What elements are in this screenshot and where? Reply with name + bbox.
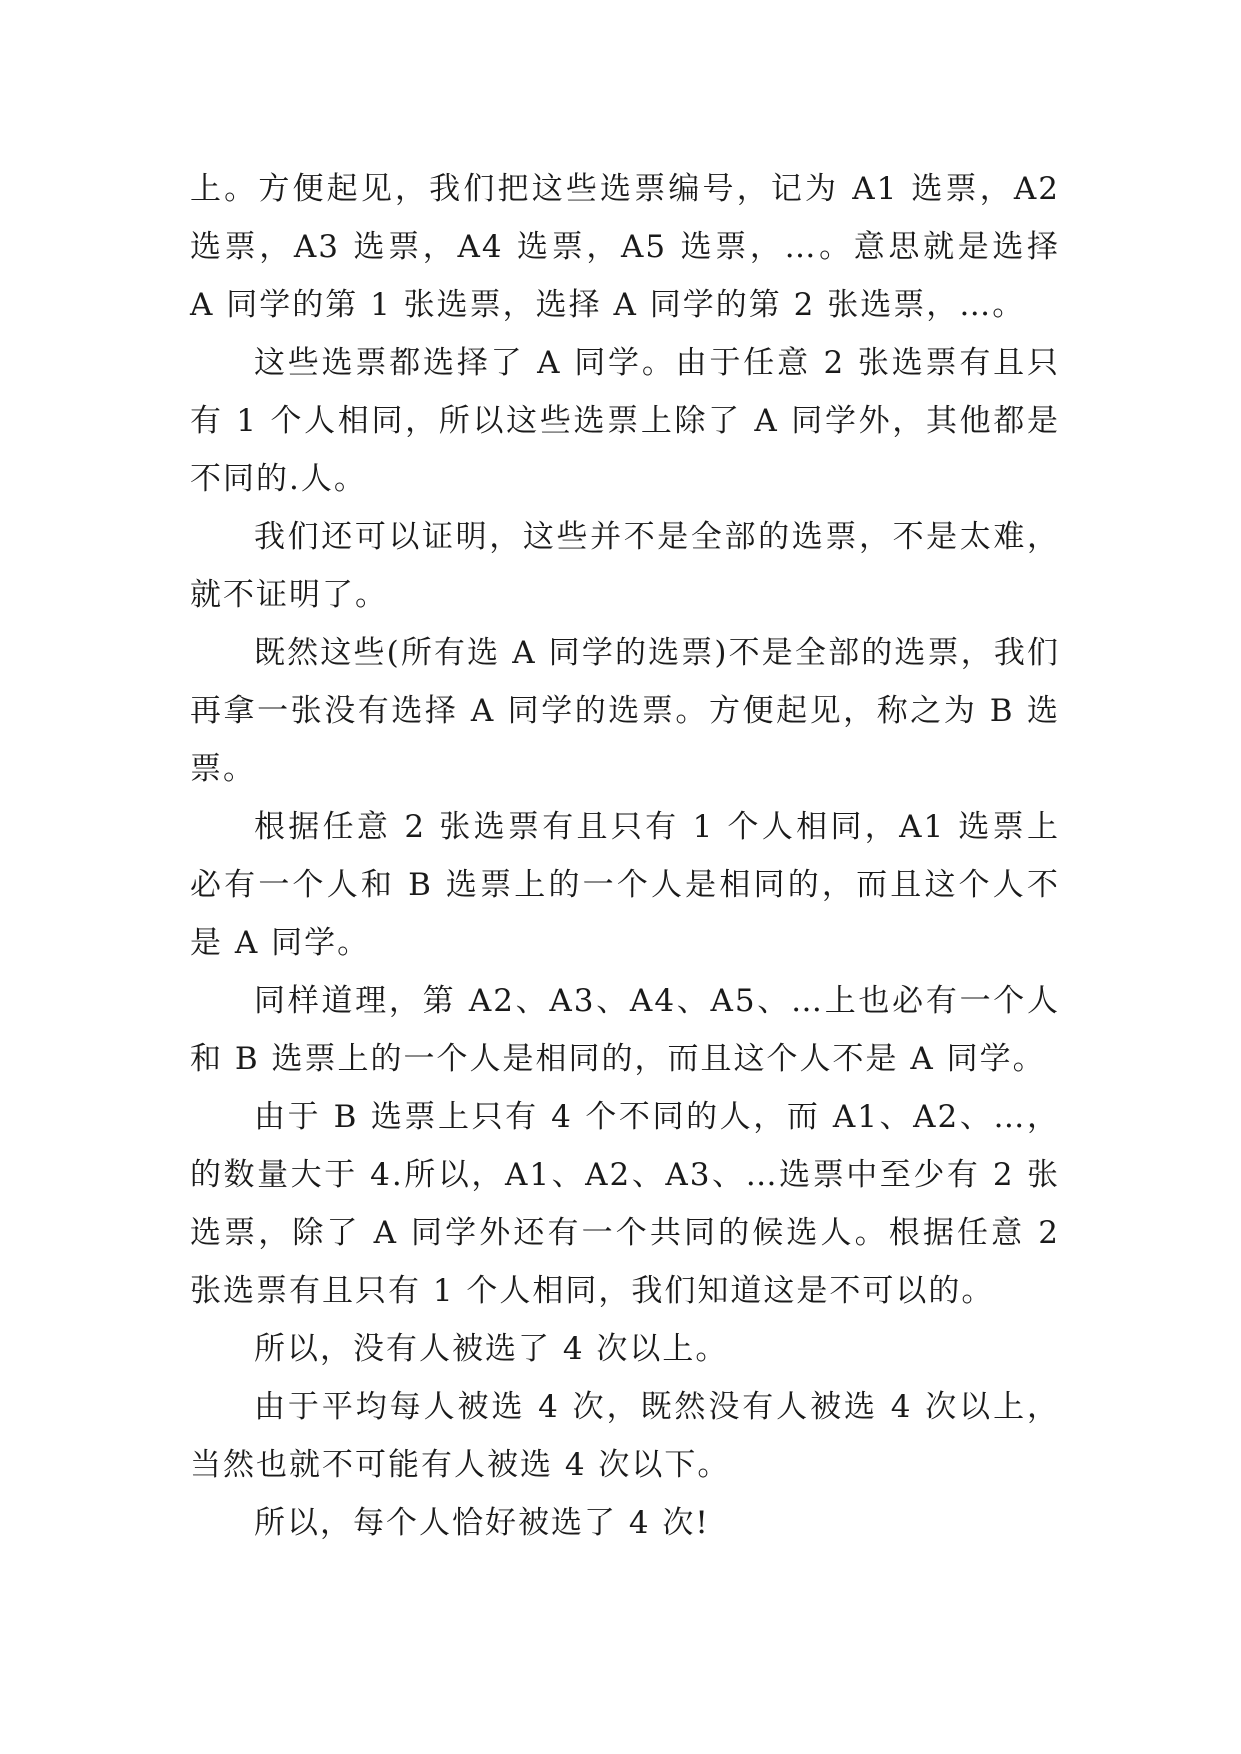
paragraph: 由于平均每人被选 4 次，既然没有人被选 4 次以上，当然也就不可能有人被选 4 次以下。 (190, 1389, 1060, 1483)
paragraph: 我们还可以证明，这些并不是全部的选票，不是太难，就不证明了。 (190, 519, 1060, 613)
paragraph: 这些选票都选择了 A 同学。由于任意 2 张选票有且只有 1 个人相同，所以这些选票上除了 A 同学外，其他都是不同的.人。 (190, 345, 1060, 497)
paragraph: 由于 B 选票上只有 4 个不同的人，而 A1、A2、…，的数量大于 4.所以，A1、A2、A3、…选票中至少有 2 张选票，除了 A 同学外还有一个共同的候选人。根据任意 2 张选票有且只有 1 个人相同，我们知道这是不可以的。 (190, 1099, 1060, 1309)
paragraph: 上。方便起见，我们把这些选票编号，记为 A1 选票，A2 选票，A3 选票，A4 选票，A5 选票，…。意思就是选择 A 同学的第 1 张选票，选择 A 同学的第 2 张选票，…。 (190, 171, 1060, 323)
paragraph: 同样道理，第 A2、A3、A4、A5、…上也必有一个人和 B 选票上的一个人是相同的，而且这个人不是 A 同学。 (190, 983, 1060, 1077)
paragraph: 所以，没有人被选了 4 次以上。 (254, 1331, 729, 1367)
paragraph: 所以，每个人恰好被选了 4 次! (254, 1505, 710, 1541)
paragraph: 根据任意 2 张选票有且只有 1 个人相同，A1 选票上必有一个人和 B 选票上的一个人是相同的，而且这个人不是 A 同学。 (190, 809, 1060, 961)
paragraph: 既然这些(所有选 A 同学的选票)不是全部的选票，我们再拿一张没有选择 A 同学的选票。方便起见，称之为 B 选票。 (190, 635, 1060, 787)
document-body (190, 160, 1060, 1552)
